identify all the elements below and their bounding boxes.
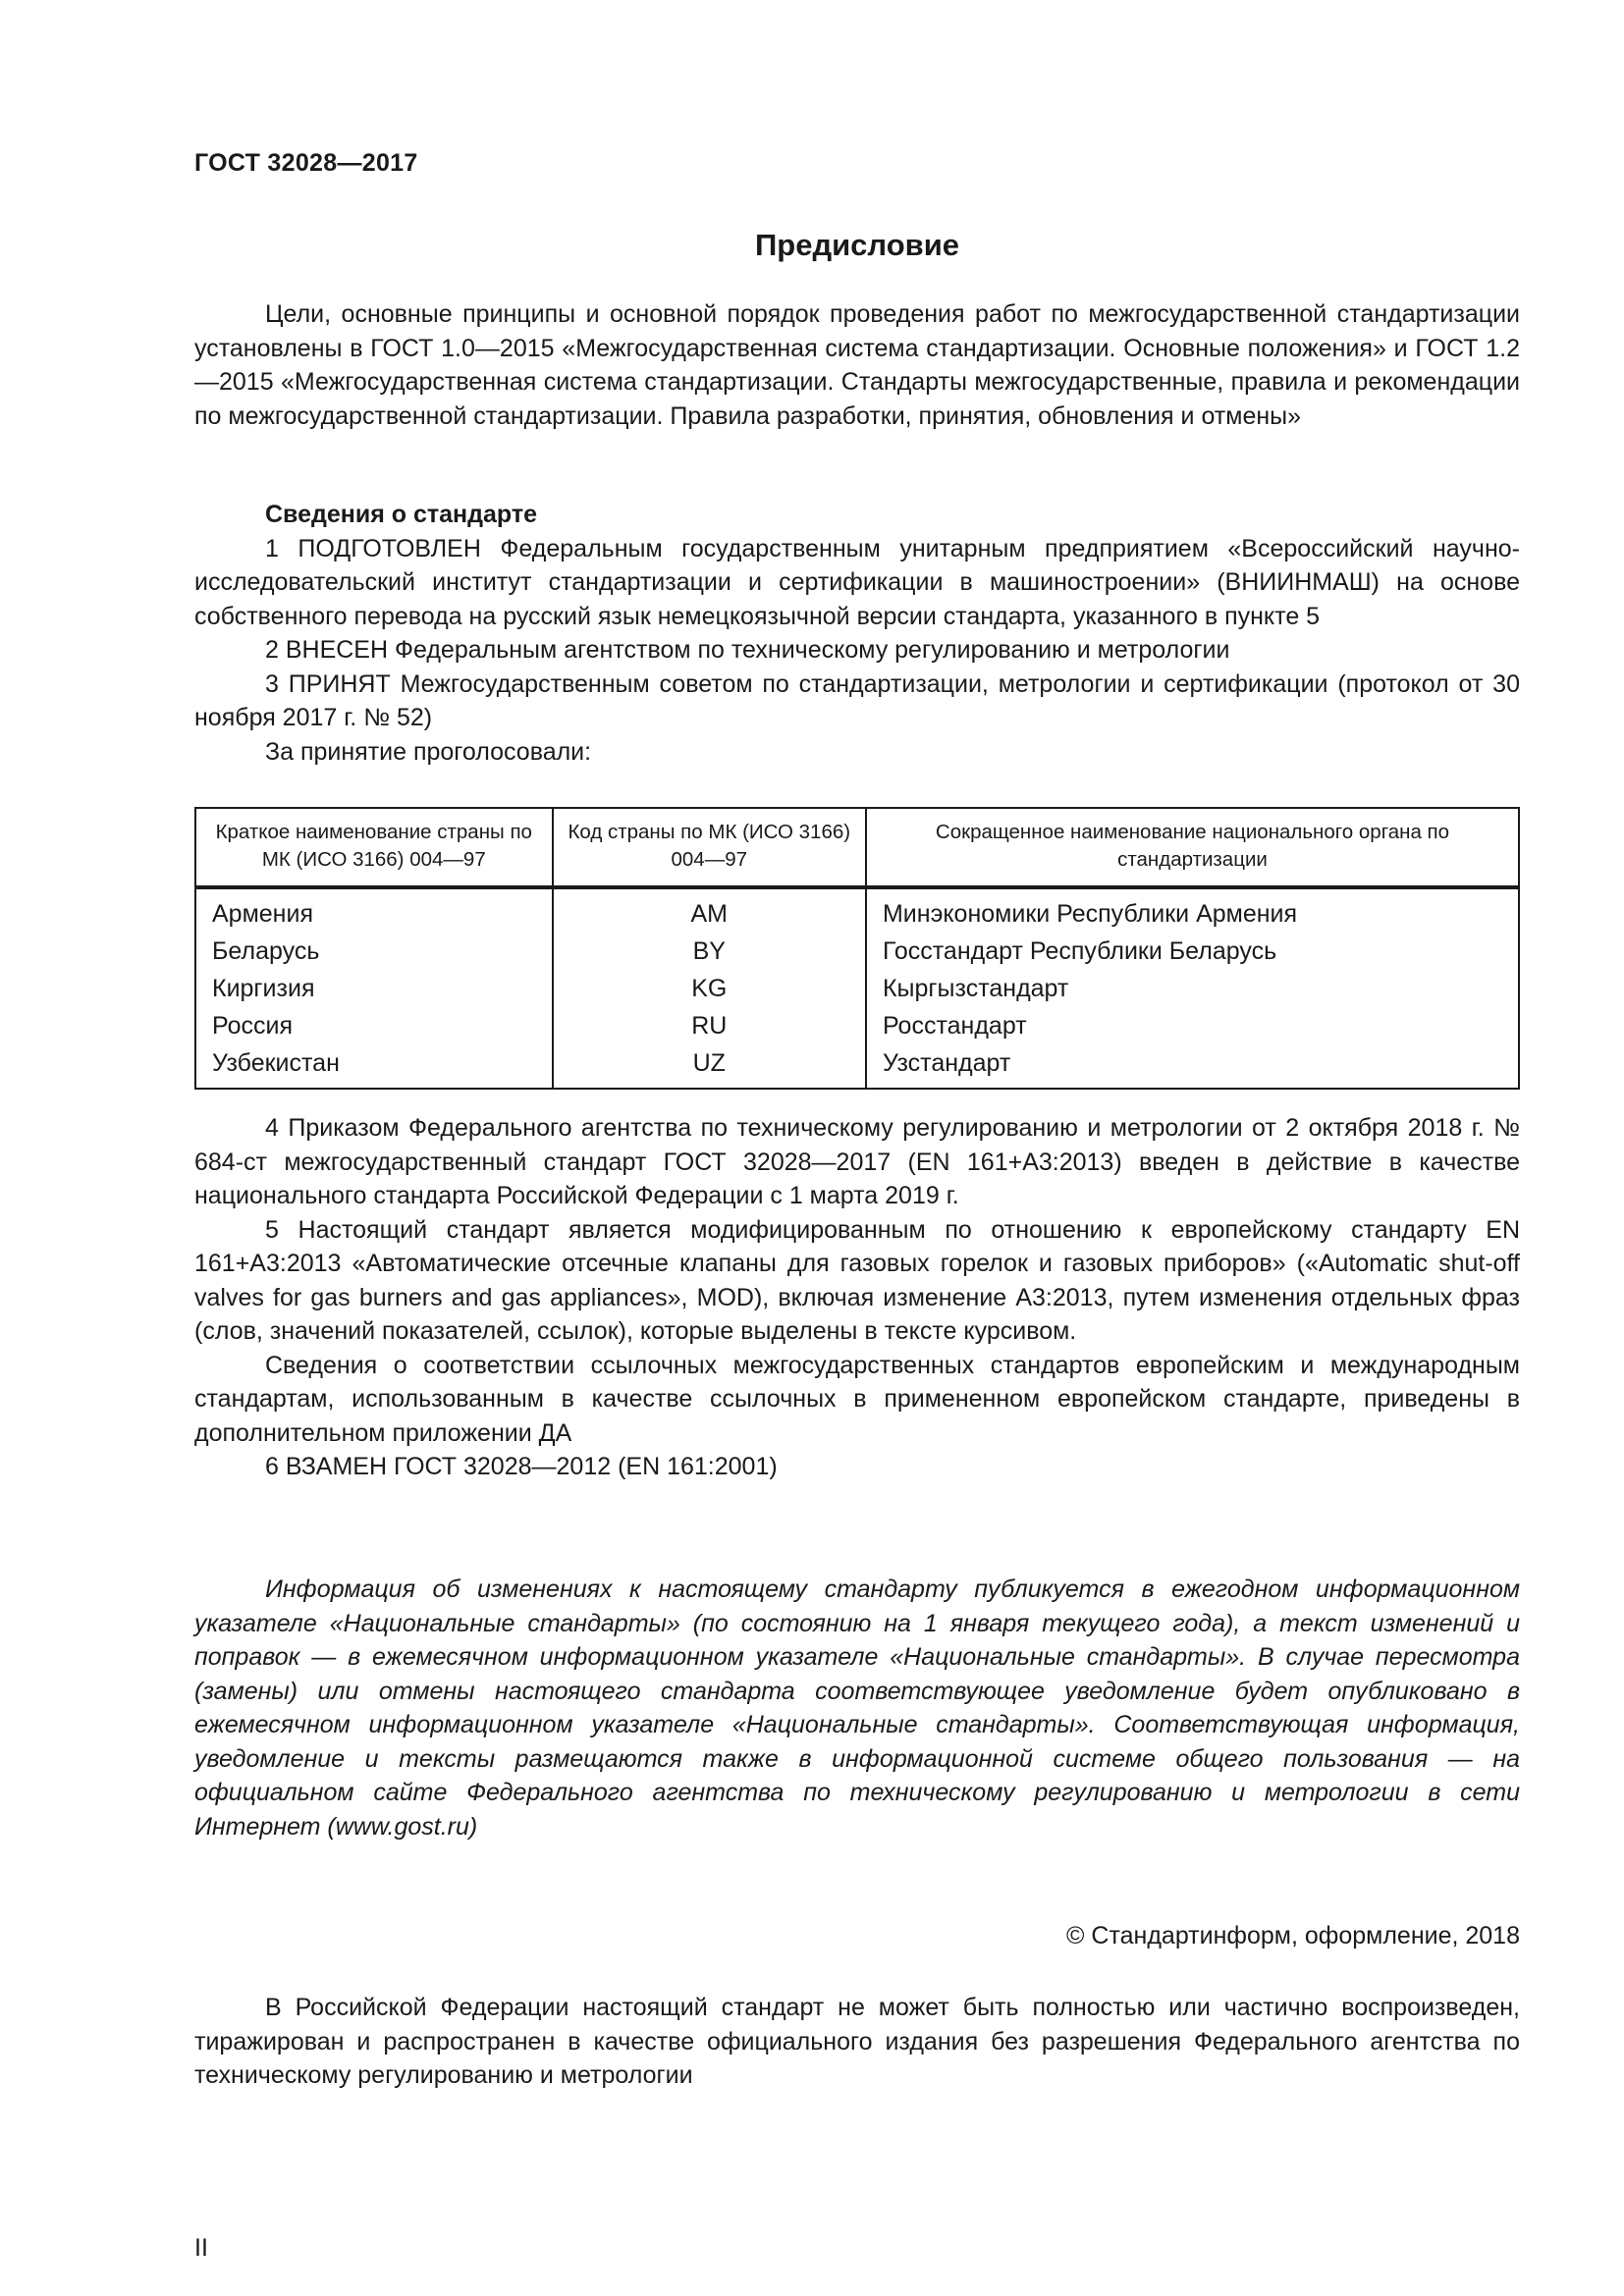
notice-section <box>194 1573 1520 1843</box>
table-header-code: Код страны по МК (ИСО 3166) 004—97 <box>553 808 866 886</box>
copyright-line: © Стандартинформ, оформление, 2018 <box>1066 1922 1520 1949</box>
table-cell-body: Кыргызстандарт <box>866 970 1519 1007</box>
table-cell-code: RU <box>553 1007 866 1044</box>
table-row <box>195 933 1519 970</box>
info-item-1: 1 ПОДГОТОВЛЕН Федеральным государственным унитарным предприятием «Всероссийский научно-исследовательский институт стандартизации и сертификации в машиностроении» (ВНИИНМАШ) на основе собственного перевода на русский язык немецкоязычной версии стандарта, указанного в пункте 5 <box>194 534 1520 630</box>
table-cell-body: Минэкономики Республики Армения <box>866 888 1519 933</box>
info-item-5: 5 Настоящий стандарт является модифицированным по отношению к европейскому стандарту EN 161+A3:2013 «Автоматические отсечные клапаны для газовых горелок и газовых приборов» («Automatic shut-off valves for gas burners and gas appliances», MOD), включая изменение A3:2013, путем изменения отдельных фраз (слов, значений показателей, ссылок), которые выделены в тексте курсивом. <box>194 1215 1520 1345</box>
table-header-body: Сокращенное наименование национального органа по стандартизации <box>866 808 1519 886</box>
table-cell-country: Узбекистан <box>195 1044 553 1089</box>
page-number: II <box>194 2234 208 2262</box>
table-row <box>195 1007 1519 1044</box>
table-cell-code: AM <box>553 888 866 933</box>
voted-label: За принятие проголосовали: <box>265 737 592 766</box>
changes-notice: Информация об изменениях к настоящему стандарту публикуется в ежегодном информационном указателе «Национальные стандарты» (по состоянию на 1 января текущего года), а текст изменений и поправок — в ежемесячном информационном указателе «Национальные стандарты». В случае пересмотра (замены) или отмены настоящего стандарта соответствующее уведомление будет опубликовано в ежемесячном информационном указателе «Национальные стандарты». Соответствующая информация, уведомление и тексты размещаются также в информационной системе общего пользования — на официальном сайте Федерального агентства по техническому регулированию и метрологии в сети Интернет (www.gost.ru) <box>194 1575 1520 1841</box>
countries-table <box>194 807 1520 1090</box>
reproduction-restriction: В Российской Федерации настоящий стандарт не может быть полностью или частично воспроизведен, тиражирован и распространен в качестве официального издания без разрешения Федерального агентства по техническому регулированию и метрологии <box>194 1994 1520 2089</box>
table-row <box>195 1044 1519 1089</box>
info-item-6: 6 ВЗАМЕН ГОСТ 32028—2012 (EN 161:2001) <box>265 1453 778 1480</box>
table-header-country: Краткое наименование страны по МК (ИСО 3166) 004—97 <box>195 808 553 886</box>
intro-section <box>194 297 1520 433</box>
table-row <box>195 888 1519 933</box>
table-cell-country: Россия <box>195 1007 553 1044</box>
info-item-4: 4 Приказом Федерального агентства по техническому регулированию и метрологии от 2 октября 2018 г. № 684-ст межгосударственный стандарт ГОСТ 32028—2017 (EN 161+A3:2013) введен в действие в качестве национального стандарта Российской Федерации с 1 марта 2019 г. <box>194 1114 1520 1209</box>
table-cell-code: BY <box>553 933 866 970</box>
table-cell-code: KG <box>553 970 866 1007</box>
standard-info-section <box>194 498 1520 769</box>
info-item-3: 3 ПРИНЯТ Межгосударственным советом по стандартизации, метрологии и сертификации (протокол от 30 ноября 2017 г. № 52) <box>194 669 1520 731</box>
table-cell-country: Беларусь <box>195 933 553 970</box>
table-cell-body: Росстандарт <box>866 1007 1519 1044</box>
table-header-row <box>195 808 1519 886</box>
intro-paragraph: Цели, основные принципы и основной порядок проведения работ по межгосударственной стандартизации установлены в ГОСТ 1.0—2015 «Межгосударственная система стандартизации. Основные положения» и ГОСТ 1.2—2015 «Межгосударственная система стандартизации. Стандарты межгосударственные, правила и рекомендации по межгосударственной стандартизации. Правила разработки, принятия, обновления и отмены» <box>194 300 1520 430</box>
standard-info-continued <box>194 1111 1520 1484</box>
restriction-section <box>194 1991 1520 2093</box>
info-heading: Сведения о стандарте <box>265 501 538 528</box>
info-item-2: 2 ВНЕСЕН Федеральным агентством по техническому регулированию и метрологии <box>265 636 1230 664</box>
table-row <box>195 970 1519 1007</box>
page-title: Предисловие <box>754 228 959 262</box>
table-cell-body: Госстандарт Республики Беларусь <box>866 933 1519 970</box>
table-cell-code: UZ <box>553 1044 866 1089</box>
info-item-5-references: Сведения о соответствии ссылочных межгосударственных стандартов европейским и международным стандартам, использованным в качестве ссылочных в примененном европейском стандарте, приведены в дополнительном приложении ДА <box>194 1351 1520 1447</box>
table-cell-country: Армения <box>195 888 553 933</box>
table-cell-body: Узстандарт <box>866 1044 1519 1089</box>
document-code: ГОСТ 32028—2017 <box>194 149 418 177</box>
table-cell-country: Киргизия <box>195 970 553 1007</box>
